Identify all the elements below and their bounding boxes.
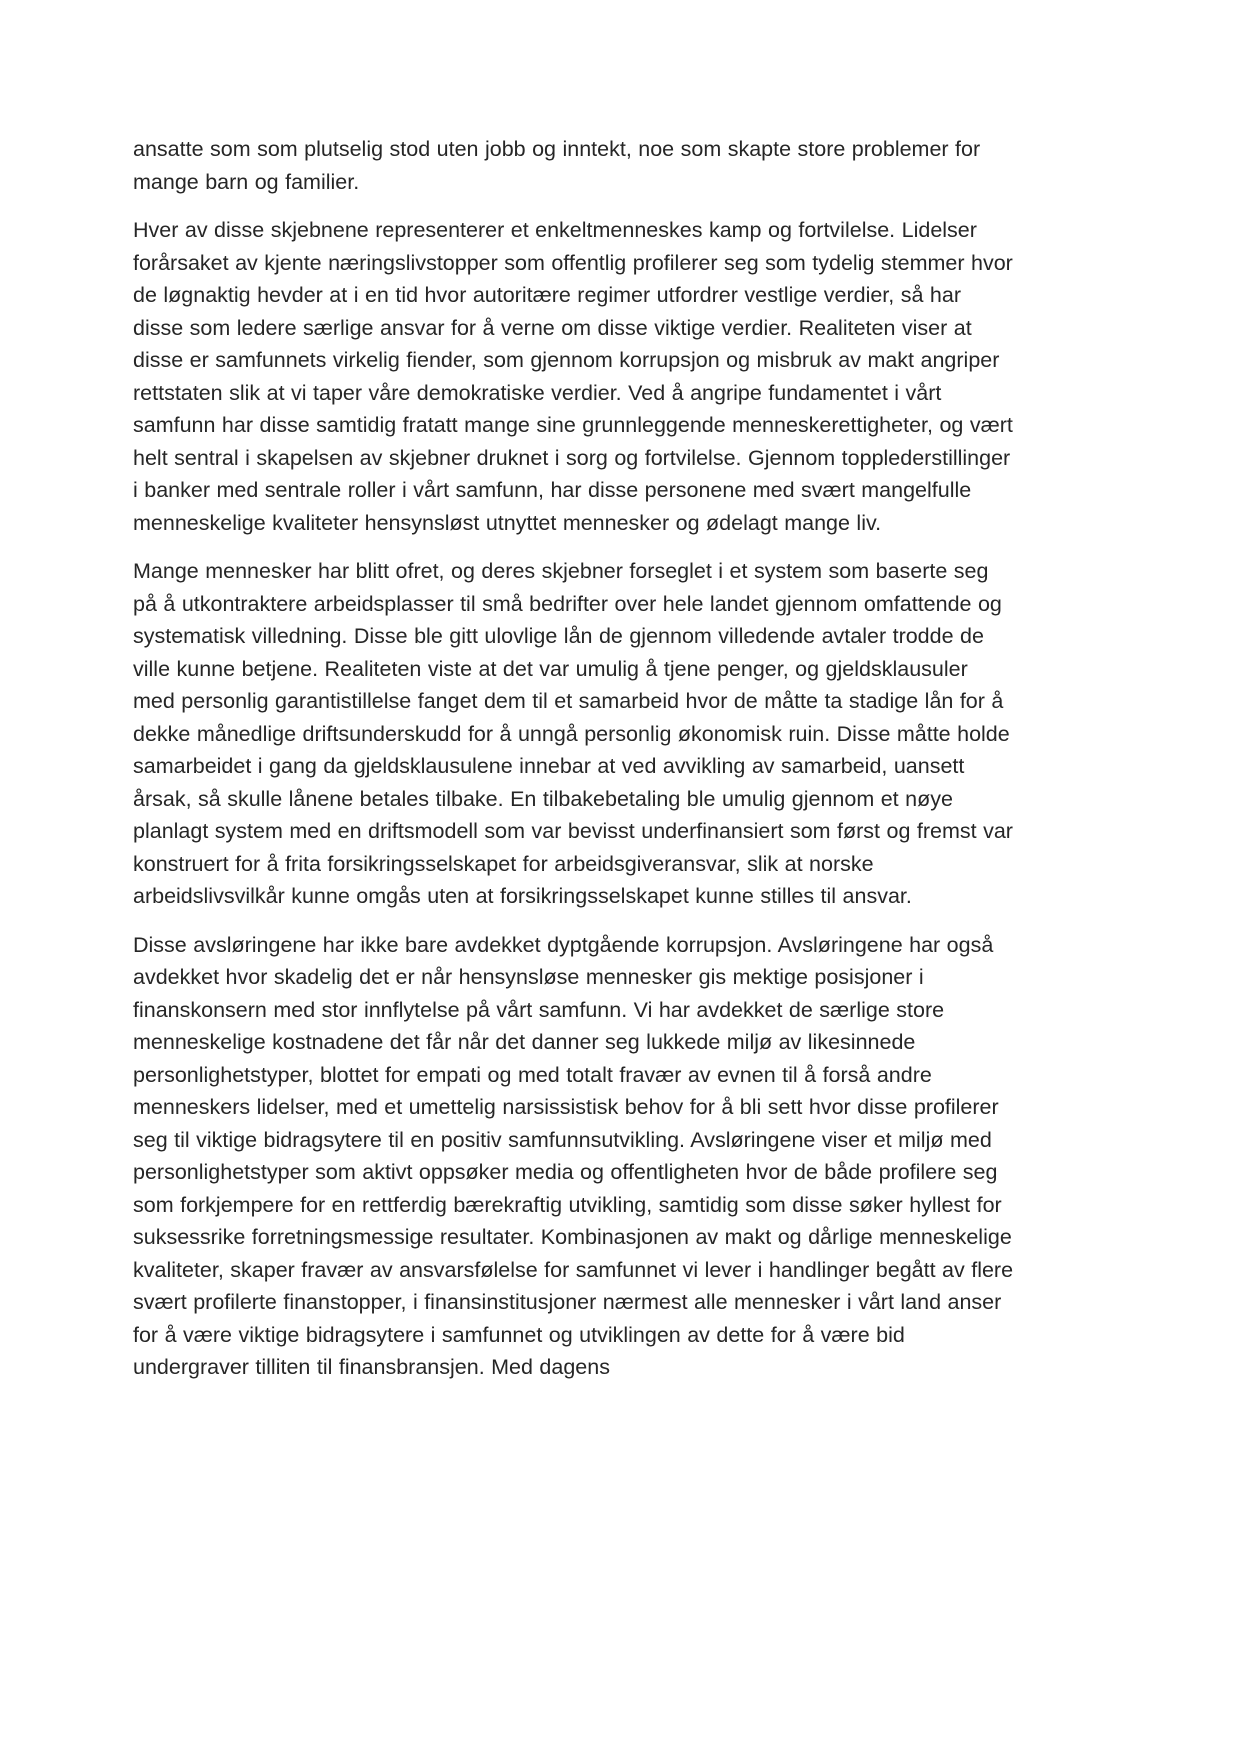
paragraph: Disse avsløringene har ikke bare avdekket dyptgående korrupsjon. Avsløringene har også avdekket hvor skadelig det er når hensynsløse mennesker gis mektige posisjoner i finanskonsern med stor innflytelse på vårt samfunn. Vi har avdekket de særlige store menneskelige kostnadene det får når det danner seg lukkede miljø av likesinnede personlighetstyper, blottet for empati og med totalt fravær av evnen til å forså andre menneskers lidelser, med et umettelig narsissistisk behov for å bli sett hvor disse profilerer seg til viktige bidragsytere til en positiv samfunnsutvikling. Avsløringene viser et miljø med personlighetstyper som aktivt oppsøker media og offentligheten hvor de både profilere seg som forkjempere for en rettferdig bærekraftig utvikling, samtidig som disse søker hyllest for suksessrike forretningsmessige resultater. Kombinasjonen av makt og dårlige menneskelige kvaliteter, skaper fravær av ansvarsfølelse for samfunnet vi lever i handlinger begått av flere svært profilerte finanstopper, i finansinstitusjoner nærmest alle mennesker i vårt land anser for å være viktige bidragsytere i samfunnet og utviklingen av dette for å være bid undergraver tilliten til finansbransjen. Med dagens: [133, 932, 1014, 1379]
document-text-block: [133, 133, 1015, 1400]
paragraph: Mange mennesker har blitt ofret, og deres skjebner forseglet i et system som baserte seg på å utkontraktere arbeidsplasser til små bedrifter over hele landet gjennom omfattende og systematisk villedning. Disse ble gitt ulovlige lån de gjennom villedende avtaler trodde de ville kunne betjene. Realiteten viste at det var umulig å tjene penger, og gjeldsklausuler med personlig garantistillelse fanget dem til et samarbeid hvor de måtte ta stadige lån for å dekke månedlige driftsunderskudd for å unngå personlig økonomisk ruin. Disse måtte holde samarbeidet i gang da gjeldsklausulene innebar at ved avvikling av samarbeid, uansett årsak, så skulle lånene betales tilbake. En tilbakebetaling ble umulig gjennom et nøye planlagt system med en driftsmodell som var bevisst underfinansiert som først og fremst var konstruert for å frita forsikringsselskapet for arbeidsgiveransvar, slik at norske arbeidslivsvilkår kunne omgås uten at forsikringsselskapet kunne stilles til ansvar.: [133, 559, 1013, 908]
paragraph: Hver av disse skjebnene representerer et enkeltmenneskes kamp og fortvilelse. Lidelser forårsaket av kjente næringslivstopper som offentlig profilerer seg som tydelig stemmer hvor de løgnaktig hevder at i en tid hvor autoritære regimer utfordrer vestlige verdier, så har disse som ledere særlige ansvar for å verne om disse viktige verdier. Realiteten viser at disse er samfunnets virkelig fiender, som gjennom korrupsjon og misbruk av makt angriper rettstaten slik at vi taper våre demokratiske verdier. Ved å angripe fundamentet i vårt samfunn har disse samtidig fratatt mange sine grunnleggende menneskerettigheter, og vært helt sentral i skapelsen av skjebner druknet i sorg og fortvilelse. Gjennom topplederstillinger i banker med sentrale roller i vårt samfunn, har disse personene med svært mangelfulle menneskelige kvaliteter hensynsløst utnyttet mennesker og ødelagt mange liv.: [133, 218, 1013, 535]
paragraph: ansatte som som plutselig stod uten jobb og inntekt, noe som skapte store problemer for mange barn og familier.: [133, 137, 981, 194]
